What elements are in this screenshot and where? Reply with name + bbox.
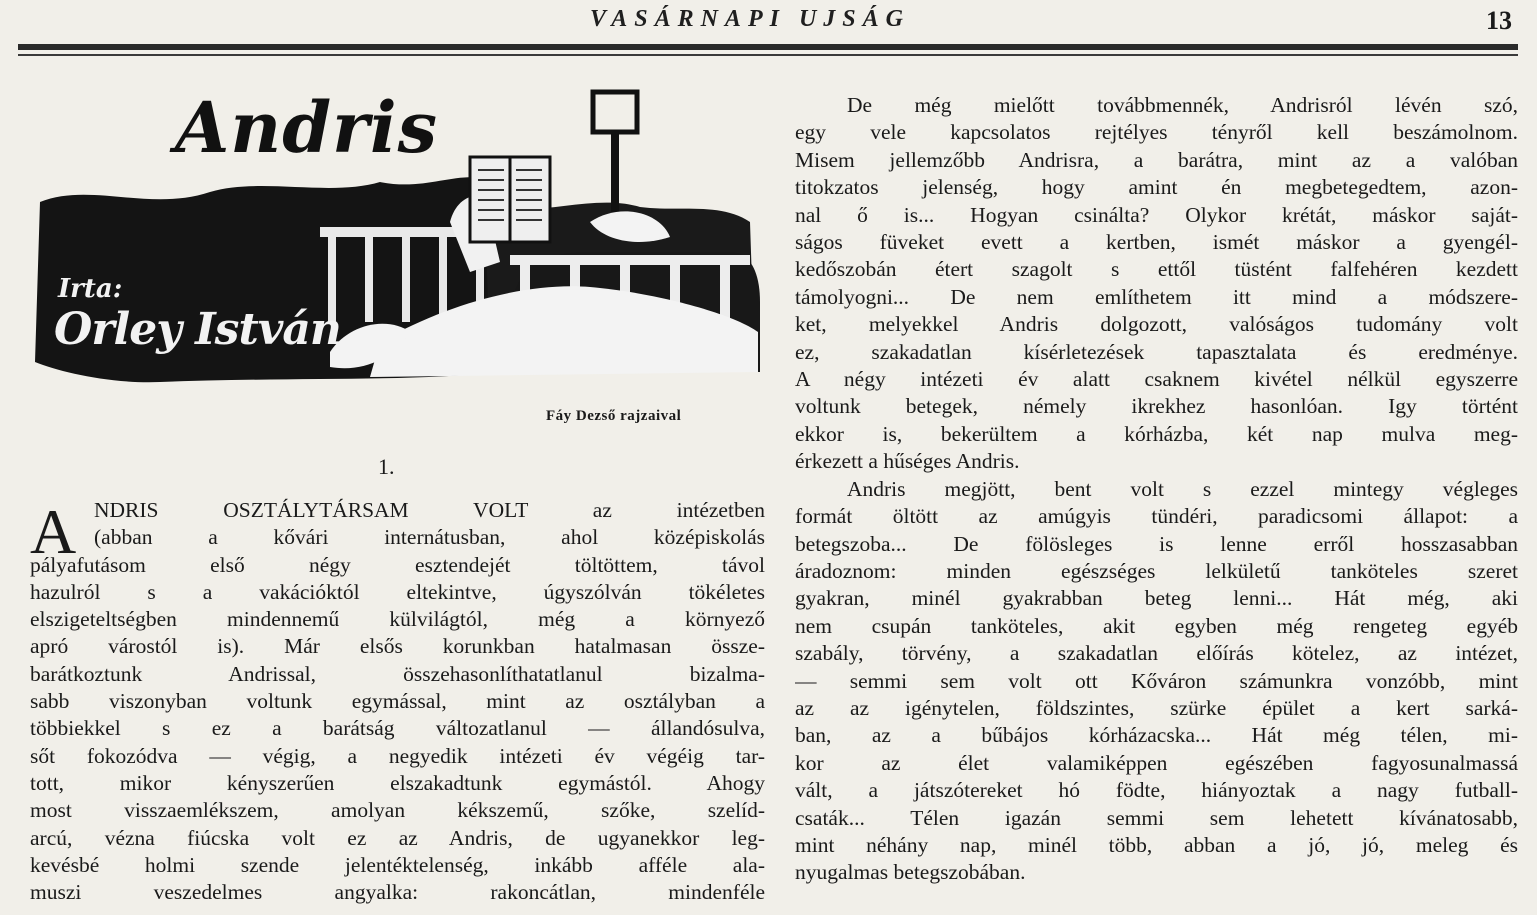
text-line: kor az élet valamiképpen egészében fagyosunalmassá [795,750,1518,775]
text-line: most visszaemlékszem, amolyan kékszemű, szőke, szelíd- [30,798,765,823]
text-line: muszi veszedelmes angyalka: rakoncátlan, mindenféle [30,880,765,905]
text-line: hazulról s a vakációktól eltekintve, úgyszólván tökéletes [30,579,765,604]
text-line: gyakran, minél gyakrabban beteg lenni... Hát még, aki [795,586,1518,611]
text-line: elszigeteltségben mindennemű külvilágtól, még a környező [30,607,765,632]
header-rule-thin [18,54,1518,56]
text-line: egy vele kapcsolatos rejtélyes tényről kell beszámolnom. [795,120,1518,145]
article-title: Andris [175,86,439,169]
text-line: ekkor is, bekerültem a kórházba, két nap mulva meg- [795,421,1518,446]
text-line: arcú, vézna fiúcska volt ez az Andris, de ugyanekkor leg- [30,825,765,850]
page-number: 13 [1486,6,1512,35]
page-header [0,0,1537,48]
text-line: betegszoba... De fölösleges is lenne erről hosszasabban [795,531,1518,556]
text-line: Andris megjött, bent volt s ezzel mintegy végleges [847,476,1518,501]
byline-prefix: Irta: [58,274,123,304]
text-line: ságos füveket evett a kertben, ismét máskor a gyengél- [795,230,1518,255]
text-line: — semmi sem volt ott Kőváron számunkra vonzóbb, mint [795,668,1518,693]
text-line: kedőszobán étert szagolt s ettől tüstént falfehéren kezdett [795,257,1518,282]
text-line: mint néhány nap, minél több, abban a jó, jó, meleg és [795,832,1518,857]
text-line: nem csupán tanköteles, akit egyben még rengeteg egyéb [795,613,1518,638]
text-line: érkezett a hűséges Andris. [795,449,1020,474]
text-line: az az igénytelen, földszintes, szürke épület a kert sarká- [795,695,1518,720]
text-line: áradoznom: minden egészséges lelkületű tanköteles szeret [795,558,1518,583]
text-line: kevésbé holmi szende jelentéktelenség, inkább afféle ala- [30,852,765,877]
text-line: apró várostól is). Már elsős korunkban hatalmasan össze- [30,634,765,659]
left-column [30,497,765,906]
drop-cap: A [30,496,77,567]
text-line: szabály, törvény, a szakadatlan előírás kötelez, az intézet, [795,641,1518,666]
text-line: ez, szakadatlan kísérletezések tapasztalata és eredménye. [795,339,1518,364]
section-number: 1. [378,454,395,479]
text-line: titokzatos jelenség, hogy amint én megbetegedtem, azon- [795,175,1518,200]
author-name: Orley István [54,304,341,355]
text-line: (abban a kővári internátusban, ahol középiskolás [94,525,765,550]
text-line: csaták... Télen igazán semmi sem lehetett kívánatosabb, [795,805,1518,830]
text-line: többiekkel s ez a barátság változatlanul — állandósulva, [30,716,765,741]
text-line: sőt fokozódva — végig, a negyedik intézeti év végéig tar- [30,743,765,768]
text-line: pályafutásom első négy esztendejét töltöttem, távol [30,552,765,577]
text-line: tott, mikor kényszerűen elszakadtunk egymástól. Ahogy [30,770,765,795]
text-line: formát öltött az amúgyis tündéri, paradicsomi állapot: a [795,504,1518,529]
text-line: NDRIS OSZTÁLYTÁRSAM VOLT az intézetben [94,498,765,522]
text-line: ban, az a bűbájos kórházacska... Hát még télen, mi- [795,723,1518,748]
text-line: ket, melyekkel Andris dolgozott, valóságos tudomány volt [795,312,1518,337]
right-column [795,92,1518,887]
text-line: sabb viszonyban voltunk egymással, mint az osztályban a [30,689,765,714]
text-line: A négy intézeti év alatt csaknem kivétel nélkül egyszerre [795,367,1518,392]
text-line: támolyogni... De nem említhetem itt mind a módszere- [795,284,1518,309]
running-head: VASÁRNAPI UJSÁG [590,6,910,32]
illustration-credit: Fáy Dezső rajzaival [546,408,682,424]
text-line: De még mielőtt továbbmennék, Andrisról lévén szó, [847,93,1518,117]
text-line: vált, a játszótereket hó födte, hiányoztak a nagy futball- [795,778,1518,803]
text-line: nyugalmas betegszobában. [795,860,1026,885]
header-rule [18,44,1518,50]
text-line: barátkoztunk Andrissal, összehasonlíthatatlanul bizalma- [30,661,765,686]
text-line: nal ő is... Hogyan csinálta? Olykor krétát, máskor saját- [795,202,1518,227]
text-line: Misem jellemzőbb Andrisra, a barátra, mint az a valóban [795,147,1518,172]
text-line: voltunk betegek, némely ikrekhez hasonlóan. Igy történt [795,394,1518,419]
